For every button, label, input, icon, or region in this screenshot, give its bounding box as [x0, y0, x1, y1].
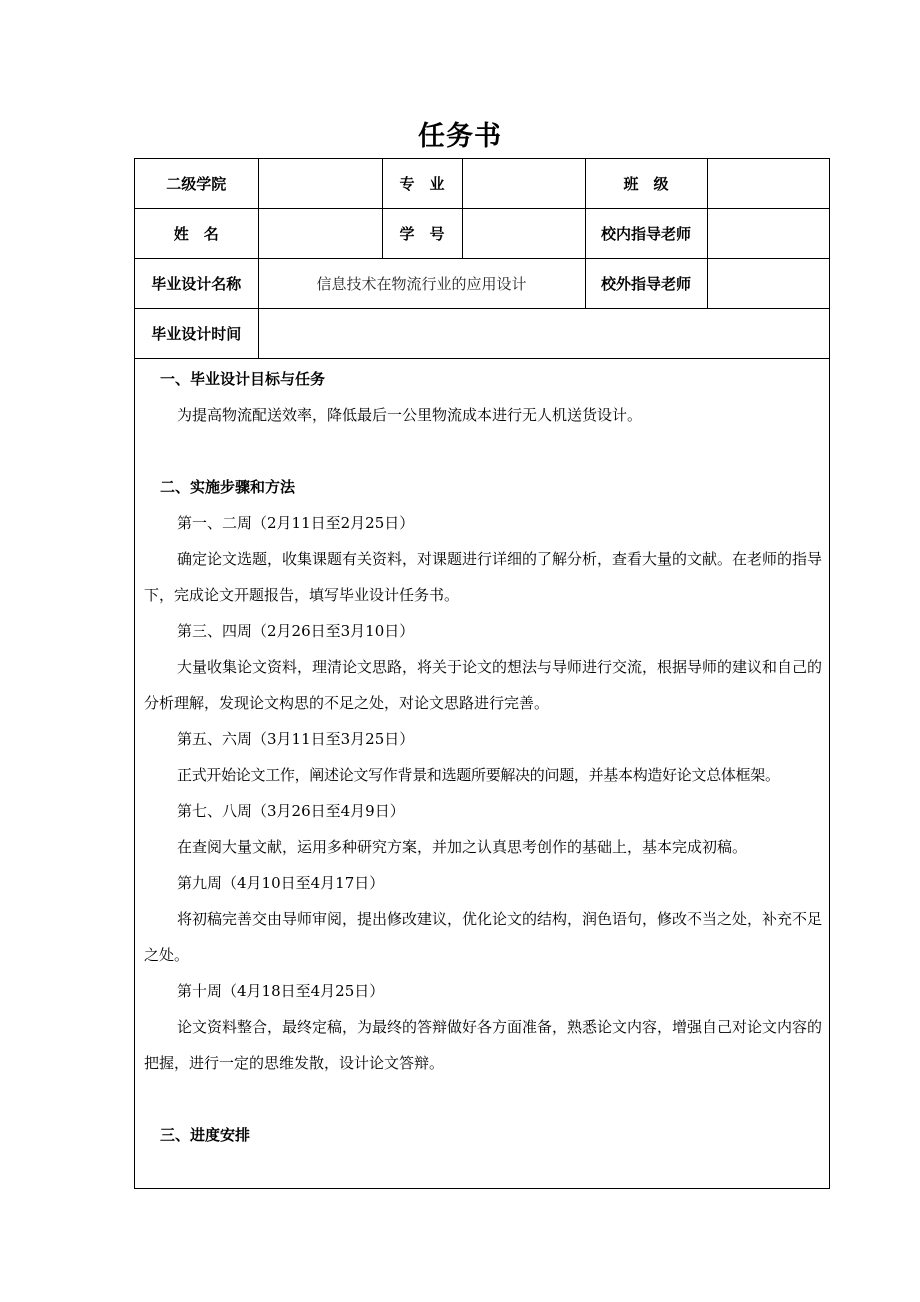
outer-advisor-value[interactable] — [707, 259, 829, 309]
name-value[interactable] — [258, 209, 382, 259]
step-period: 第七、八周（3月26日至4月9日） — [177, 802, 405, 820]
inner-advisor-value[interactable] — [707, 209, 829, 259]
section-gap — [144, 1081, 829, 1117]
college-value[interactable] — [258, 159, 382, 209]
document-title: 任务书 — [418, 121, 502, 152]
info-row-2 — [135, 209, 829, 259]
step-text: 确定论文选题，收集课题有关资料，对课题进行详细的了解分析，查看大量的文献。在老师的指导下，完成论文开题报告，填写毕业设计任务书。 — [144, 550, 823, 604]
section-gap — [144, 433, 829, 469]
major-value[interactable] — [462, 159, 585, 209]
task-content — [135, 361, 829, 1153]
section-text-goals: 为提高物流配送效率，降低最后一公里物流成本进行无人机送货设计。 — [177, 406, 643, 424]
design-name-label: 毕业设计名称 — [135, 259, 258, 309]
step-period: 第九周（4月10日至4月17日） — [177, 874, 385, 892]
info-row-1 — [135, 159, 829, 209]
step-text: 将初稿完善交由导师审阅，提出修改建议，优化论文的结构，润色语句，修改不当之处，补充不足之处。 — [144, 910, 823, 964]
step-period: 第三、四周（2月26日至3月10日） — [177, 622, 415, 640]
step-period: 第一、二周（2月11日至2月25日） — [177, 514, 415, 532]
section-heading-goals: 一、毕业设计目标与任务 — [160, 370, 326, 388]
college-label: 二级学院 — [135, 159, 258, 209]
step-period: 第五、六周（3月11日至3月25日） — [177, 730, 415, 748]
step-text: 大量收集论文资料，理清论文思路，将关于论文的想法与导师进行交流，根据导师的建议和自己的分析理解，发现论文构思的不足之处，对论文思路进行完善。 — [144, 658, 823, 712]
design-name-value[interactable]: 信息技术在物流行业的应用设计 — [258, 259, 585, 309]
step-period: 第十周（4月18日至4月25日） — [177, 982, 385, 1000]
section-heading-schedule: 三、进度安排 — [160, 1126, 251, 1144]
student-id-value[interactable] — [462, 209, 585, 259]
step-text: 在查阅大量文献，运用多种研究方案，并加之认真思考创作的基础上，基本完成初稿。 — [177, 838, 748, 856]
name-label: 姓 名 — [135, 209, 258, 259]
outer-advisor-label: 校外指导老师 — [585, 259, 707, 309]
inner-advisor-label: 校内指导老师 — [585, 209, 707, 259]
class-value[interactable] — [707, 159, 829, 209]
info-row-3 — [135, 259, 829, 309]
info-row-4 — [135, 309, 829, 359]
info-table — [135, 159, 829, 359]
design-time-value[interactable] — [258, 309, 829, 359]
class-label: 班 级 — [585, 159, 707, 209]
major-label: 专 业 — [382, 159, 462, 209]
design-time-label: 毕业设计时间 — [135, 309, 258, 359]
task-form-sheet — [134, 158, 830, 1189]
section-heading-steps: 二、实施步骤和方法 — [160, 478, 296, 496]
step-text: 论文资料整合，最终定稿，为最终的答辩做好各方面准备，熟悉论文内容，增强自己对论文内容的把握，进行一定的思维发散，设计论文答辩。 — [144, 1018, 823, 1072]
step-text: 正式开始论文工作，阐述论文写作背景和选题所要解决的问题，并基本构造好论文总体框架。 — [177, 766, 780, 784]
student-id-label: 学 号 — [382, 209, 462, 259]
